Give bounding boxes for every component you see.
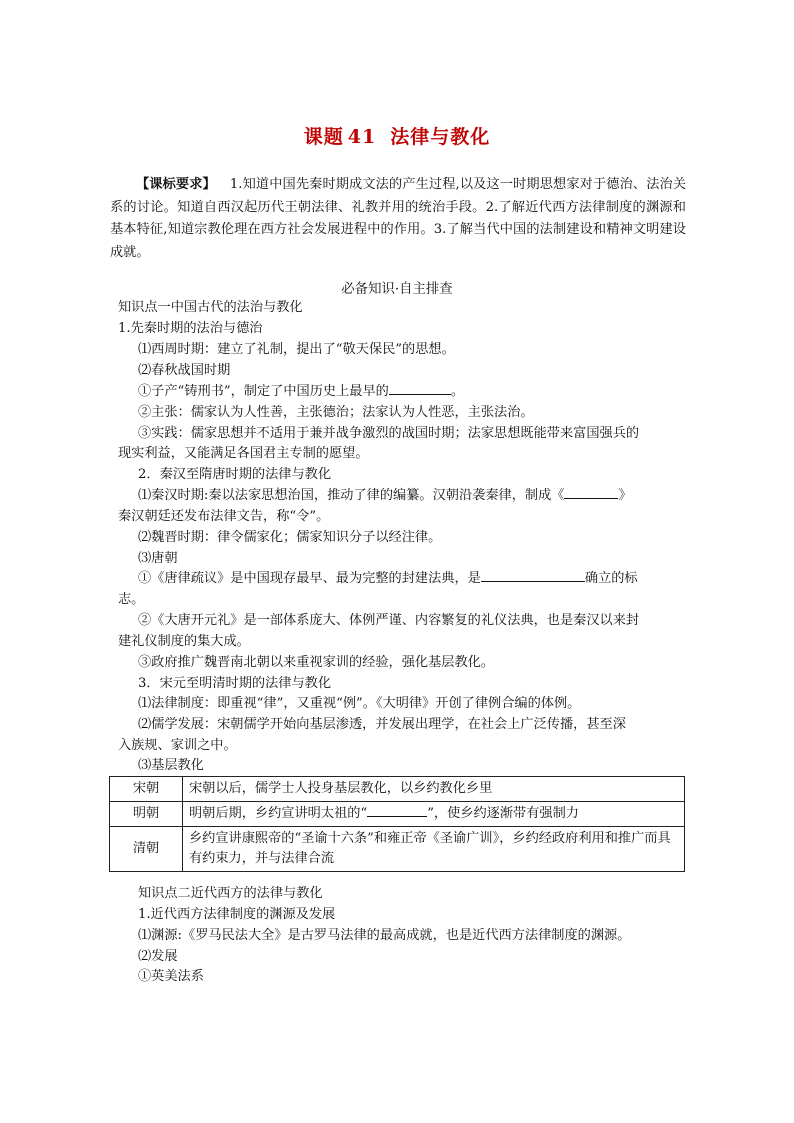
content-cell — [183, 802, 685, 827]
text-line: 3．宋元至明清时期的法律与教化 — [138, 676, 332, 691]
text-line: 建礼仪制度的集大成。 — [118, 634, 250, 649]
text-line: ⑵魏晋时期：律令儒家化；儒家知识分子以经注律。 — [138, 530, 442, 545]
text-line-with-blank — [138, 382, 464, 402]
fill-blank[interactable] — [481, 569, 585, 582]
text-line: ⑵春秋战国时期 — [138, 363, 231, 378]
text-line: ③政府推广魏晋南北朝以来重视家训的经验，强化基层教化。 — [138, 655, 495, 670]
title-number: 41 — [347, 126, 377, 148]
text-line: ③实践：儒家思想并不适用于兼并战争激烈的战国时期；法家思想既能带来富国强兵的 — [138, 426, 640, 441]
text-segment: 确立的标 — [584, 571, 638, 586]
text-line: ①英美法系 — [138, 969, 204, 984]
table-row — [110, 802, 685, 827]
text-line: 志。 — [118, 592, 145, 607]
text-line: 入族规、家训之中。 — [118, 738, 237, 753]
text-line: ②主张：儒家认为人性善，主张德治；法家认为人性恶，主张法治。 — [138, 405, 534, 420]
text-line: 1.先秦时期的法治与德治 — [118, 321, 263, 336]
lesson-title — [0, 122, 794, 149]
text-segment: 。 — [450, 384, 465, 399]
text-line: ②《大唐开元礼》是一部体系庞大、体例严谨、内容繁复的礼仪法典，也是秦汉以来封 — [138, 613, 640, 628]
table-row — [110, 827, 685, 872]
text-line: 2．秦汉至隋唐时期的法律与教化 — [138, 467, 332, 482]
text-line: ⑶唐朝 — [138, 551, 178, 566]
knowledge-point-1-heading: 知识点一中国古代的法治与教化 — [118, 300, 303, 315]
table-row — [110, 777, 685, 802]
fill-blank[interactable] — [564, 486, 618, 499]
section-title: 必备知识·自主排查 — [341, 282, 453, 297]
knowledge-point-2-heading: 知识点二近代西方的法律与教化 — [138, 886, 323, 901]
dynasty-cell: 清朝 — [110, 827, 183, 872]
text-line: 秦汉朝廷还发布法律文告，称“令”。 — [118, 509, 330, 524]
requirements-text: 1.知道中国先秦时期成文法的产生过程,以及这一时期思想家对于德治、法治关系的讨论。知道自西汉起历代王朝法律、礼教并用的统治手段。2.了解近代西方法律制度的渊源和基本特征,知道宗教伦理在西方社会发展进程中的作用。3.了解当代中国的法制建设和精神文明建设成就。 — [110, 177, 687, 260]
text-segment: ⑴秦汉时期:秦以法家思想治国，推动了律的编纂。汉朝沿袭秦律，制成《 — [138, 488, 565, 503]
text-segment: 》 — [618, 488, 632, 503]
dynasty-cell: 明朝 — [110, 802, 183, 827]
title-prefix: 课题 — [303, 126, 344, 148]
grassroots-education-table — [109, 776, 685, 872]
text-line: ⑴西周时期：建立了礼制，提出了“敬天保民”的思想。 — [138, 342, 455, 357]
text-segment: 乡约宣讲康熙帝的“圣谕十六条”和雍正帝《圣谕广训》，乡约经政府利用和推广而具有约束力，并与法律合流 — [189, 831, 671, 866]
text-line: ⑴法律制度：即重视“律”，又重视“例”。《大明律》开创了律例合编的体例。 — [138, 696, 581, 711]
text-line: 现实利益，又能满足各国君主专制的愿望。 — [118, 446, 369, 461]
content-cell — [183, 777, 685, 802]
content-cell — [183, 827, 685, 872]
fill-blank[interactable] — [389, 382, 451, 395]
text-segment: 明朝后期，乡约宣讲明太祖的“ — [189, 806, 368, 821]
dynasty-cell: 宋朝 — [110, 777, 183, 802]
text-line: 1.近代西方法律制度的渊源及发展 — [138, 907, 336, 922]
text-segment: ①《唐律疏议》是中国现存最早、最为完整的封建法典，是 — [138, 571, 481, 586]
text-line-with-blank — [138, 486, 632, 506]
text-segment: ①子产“铸刑书”，制定了中国历史上最早的 — [138, 384, 389, 399]
text-line: ⑴渊源:《罗马民法大全》是古罗马法律的最高成就，也是近代西方法律制度的渊源。 — [138, 928, 631, 943]
text-line-with-blank — [138, 569, 638, 589]
requirements-label: 【课标要求】 — [136, 177, 216, 192]
curriculum-requirements — [110, 174, 686, 264]
fill-blank[interactable] — [367, 804, 427, 817]
text-line: ⑵儒学发展：宋朝儒学开始向基层渗透，并发展出理学，在社会上广泛传播，甚至深 — [138, 717, 626, 732]
text-segment: 宋朝以后，儒学士人投身基层教化，以乡约教化乡里 — [189, 781, 493, 796]
title-text: 法律与教化 — [390, 126, 491, 148]
text-segment: ”，使乡约逐渐带有强制力 — [427, 806, 579, 821]
text-line: ⑵发展 — [138, 949, 178, 964]
text-line: ⑶基层教化 — [138, 758, 204, 773]
